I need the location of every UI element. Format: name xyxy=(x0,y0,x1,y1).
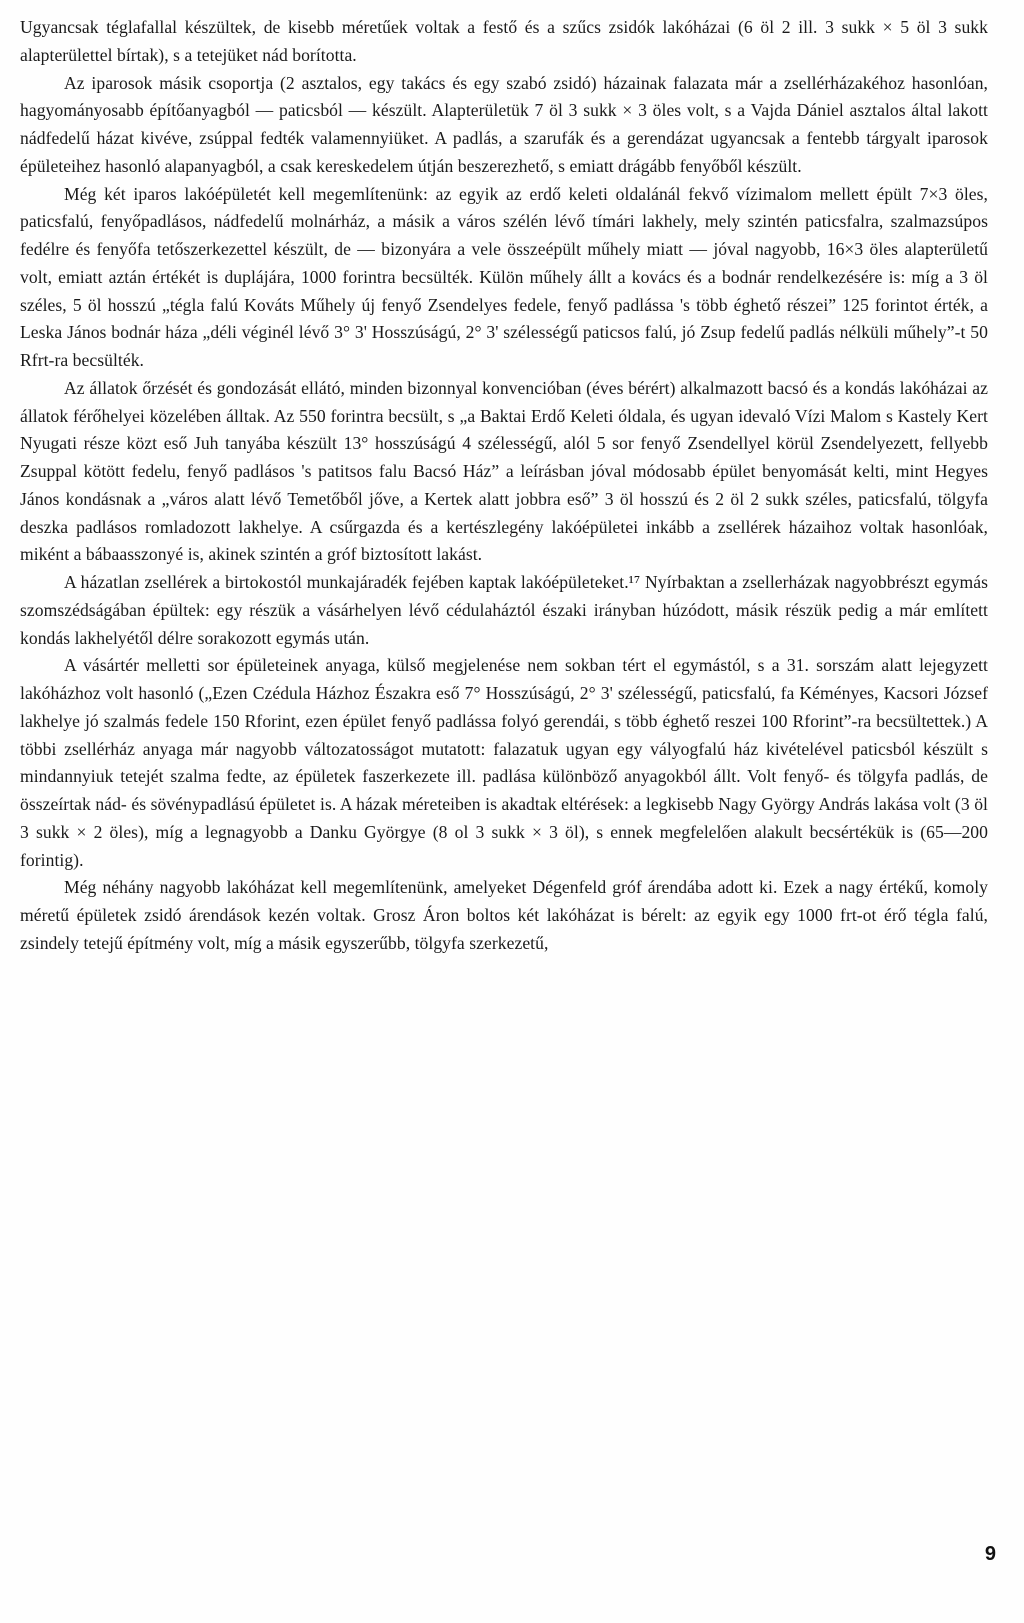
body-text xyxy=(20,14,988,958)
paragraph-5: A házatlan zsellérek a birtokostól munkajáradék fejében kaptak lakóépületeket.¹⁷ Nyírbaktan a zsellerházak nagyobbrészt egymás szomszédságában épültek: egy részük a vásárhelyen lévő cédulaháztól északi irányban húzódott, másik részük pedig a már említett kondás lakhelyétől délre sorakozott egymás után. xyxy=(20,572,988,648)
paragraph-3: Még két iparos lakóépületét kell megemlítenünk: az egyik az erdő keleti oldalánál fekvő vízimalom mellett épült 7×3 öles, paticsfalú, fenyőpadlásos, nádfedelű molnárház, a másik a város szélén lévő tímári lakhely, mely szintén paticsfalra, szalmazsúpos fedélre és fenyőfa tetőszerkezettel készült, de — bizonyára a vele összeépült műhely miatt — jóval nagyobb, 16×3 öles alapterületű volt, emiatt aztán értékét is duplájára, 1000 forintra becsülték. Külön műhely állt a kovács és a bodnár rendelkezésére is: míg a 3 öl széles, 5 öl hosszú „tégla falú Kováts Műhely új fenyő Zsendelyes fedele, fenyő padlássa 's több éghető részei” 125 forintot érték, a Leska János bodnár háza „déli véginél lévő 3° 3' Hosszúságú, 2° 3' szélességű paticsos falú, jó Zsup fedelű padlás nélküli műhely”-t 50 Rfrt-ra becsülték. xyxy=(20,183,988,370)
paragraph-7: Még néhány nagyobb lakóházat kell megemlítenünk, amelyeket Dégenfeld gróf árendába adott ki. Ezek a nagy értékű, komoly méretű épületek zsidó árendások kezén voltak. Grosz Áron boltos két lakóházat is bérelt: az egyik egy 1000 frt-ot érő tégla falú, zsindely tetejű építmény volt, míg a másik egyszerűbb, tölgyfa szerkezetű, xyxy=(20,877,988,953)
paragraph-4: Az állatok őrzését és gondozását ellátó, minden bizonnyal konvencióban (éves bérért) alkalmazott bacsó és a kondás lakóházai az állatok férőhelyei közelében álltak. Az 550 forintra becsült, s „a Baktai Erdő Keleti óldala, és ugyan idevaló Vízi Malom s Kastely Kert Nyugati része közt eső Juh tanyába készült 13° hosszúságú 4 szélességű, alól 5 sor fenyő Zsendellyel körül Zsendelyezett, fellyebb Zsuppal kötött fedelu, fenyő padlásos 's patitsos falu Bacsó Ház” a leírásban jóval módosabb épület benyomását kelti, mint Hegyes János kondásnak a „város alatt lévő Temetőből jőve, a Kertek alatt jobbra eső” 3 öl hosszú és 2 öl 2 sukk széles, paticsfalú, tölgyfa deszka padlásos romladozott lakhelye. A csűrgazda és a kertészlegény lakóépületei inkább a zsellérek házaihoz voltak hasonlóak, miként a bábaasszonyé is, akinek szintén a gróf biztosított lakást. xyxy=(20,377,988,565)
page-number: 9 xyxy=(984,1543,996,1565)
paragraph-2: Az iparosok másik csoportja (2 asztalos, egy takács és egy szabó zsidó) házainak falazata már a zsellérházakéhoz hasonlóan, hagyományosabb építőanyagból — paticsból — készült. Alapterületük 7 öl 3 sukk × 3 öles volt, s a Vajda Dániel asztalos által lakott nádfedelű házat kivéve, zsúppal fedték valamennyiüket. A padlás, a szarufák és a gerendázat ugyancsak a fentebb tárgyalt iparosok épületeihez hasonló alapanyagból, a csak kereskedelem útján beszerezhető, s emiatt drágább fenyőből készült. xyxy=(20,72,988,176)
paragraph-1: Ugyancsak téglafallal készültek, de kisebb méretűek voltak a festő és a szűcs zsidók lakóházai (6 öl 2 ill. 3 sukk × 5 öl 3 sukk alapterülettel bírtak), s a tetejüket nád borította. xyxy=(20,17,988,65)
paragraph-6: A vásártér melletti sor épületeinek anyaga, külső megjelenése nem sokban tért el egymástól, s a 31. sorszám alatt lejegyzett lakóházhoz volt hasonló („Ezen Czédula Házhoz Északra eső 7° Hosszúságú, 2° 3' szélességű, paticsfalú, fa Kéményes, Kacsori József lakhelye jó szalmás fedele 150 Rforint, ezen épület fenyő padlássa folyó gerendái, s több éghető reszei 100 Rforint”-ra becsültettek.) A többi zsellérház anyaga már nagyobb változatosságot mutatott: falazatuk ugyan egy vályogfalú ház kivételével paticsból készült s mindannyiuk tetejét szalma fedte, az épületek faszerkezete ill. padlása különböző anyagokból állt. Volt fenyő- és tölgyfa padlás, de összeírtak nád- és sövénypadlású épületet is. A házak méreteiben is akadtak eltérések: a legkisebb Nagy György András lakása volt (3 öl 3 sukk × 2 öles), míg a legnagyobb a Danku Györgye (8 ol 3 sukk × 3 öl), s ennek megfelelően alakult becsértékük is (65—200 forintig). xyxy=(20,655,988,870)
